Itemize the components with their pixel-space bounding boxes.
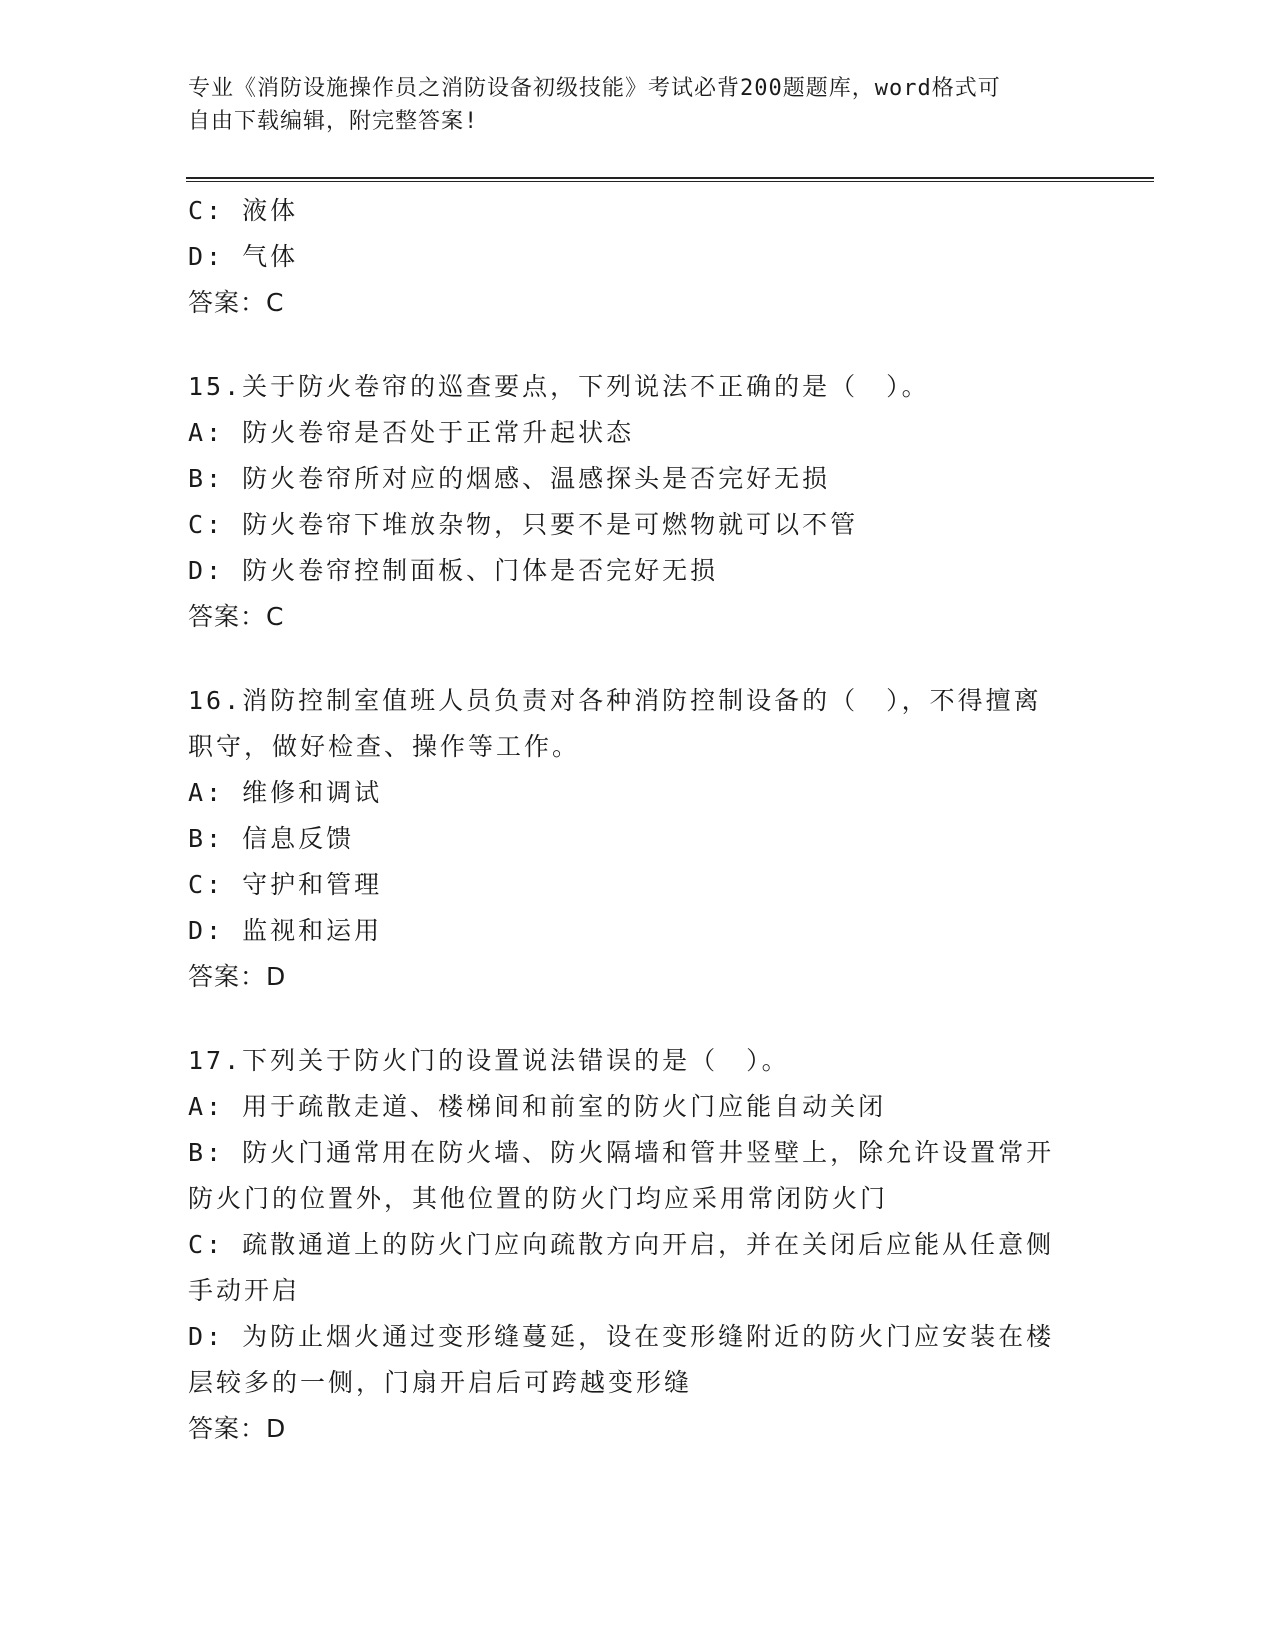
- header-divider: [186, 177, 1154, 182]
- option-d: D: 监视和运用: [188, 916, 383, 945]
- question-stem: 15.关于防火卷帘的巡查要点，下列说法不正确的是（ ）。: [188, 372, 930, 401]
- spacer: [188, 326, 1088, 364]
- option-c: C: 液体: [188, 196, 299, 225]
- option-d: D: 防火卷帘控制面板、门体是否完好无损: [188, 556, 719, 585]
- option-a: A: 用于疏散走道、楼梯间和前室的防火门应能自动关闭: [188, 1092, 887, 1121]
- option-d: D: 气体: [188, 242, 299, 271]
- question-17: [188, 1038, 1088, 1452]
- carryover-question: [188, 188, 1088, 326]
- document-body: [188, 188, 1088, 1452]
- answer-line: 答案：C: [188, 602, 285, 631]
- question-stem: 16.消防控制室值班人员负责对各种消防控制设备的（ ），不得擅离: [188, 686, 1042, 715]
- option-c: C: 防火卷帘下堆放杂物，只要不是可燃物就可以不管: [188, 510, 859, 539]
- question-stem-continued: 职守，做好检查、操作等工作。: [188, 732, 581, 761]
- option-a: A: 防火卷帘是否处于正常升起状态: [188, 418, 635, 447]
- option-c: C: 守护和管理: [188, 870, 383, 899]
- option-b: B: 防火卷帘所对应的烟感、温感探头是否完好无损: [188, 464, 831, 493]
- answer-line: 答案：C: [188, 288, 285, 317]
- option-c-continued: 手动开启: [188, 1276, 301, 1305]
- option-d: D: 为防止烟火通过变形缝蔓延，设在变形缝附近的防火门应安装在楼: [188, 1322, 1055, 1351]
- page-header: [188, 72, 1088, 138]
- option-b: B: 信息反馈: [188, 824, 355, 853]
- header-line-1: 专业《消防设施操作员之消防设备初级技能》考试必背200题题库，word格式可: [188, 76, 1001, 101]
- answer-line: 答案：D: [188, 962, 287, 991]
- option-d-continued: 层较多的一侧，门扇开启后可跨越变形缝: [188, 1368, 693, 1397]
- question-16: [188, 678, 1088, 1000]
- question-15: [188, 364, 1088, 640]
- answer-line: 答案：D: [188, 1414, 287, 1443]
- option-b-continued: 防火门的位置外，其他位置的防火门均应采用常闭防火门: [188, 1184, 889, 1213]
- option-b: B: 防火门通常用在防火墙、防火隔墙和管井竖壁上，除允许设置常开: [188, 1138, 1055, 1167]
- question-stem: 17.下列关于防火门的设置说法错误的是（ ）。: [188, 1046, 790, 1075]
- header-line-2: 自由下载编辑，附完整答案!: [188, 109, 479, 134]
- option-a: A: 维修和调试: [188, 778, 383, 807]
- spacer: [188, 1000, 1088, 1038]
- option-c: C: 疏散通道上的防火门应向疏散方向开启，并在关闭后应能从任意侧: [188, 1230, 1055, 1259]
- spacer: [188, 640, 1088, 678]
